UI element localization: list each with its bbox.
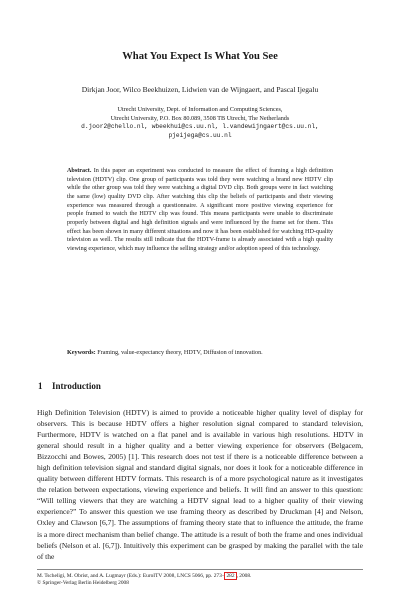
author-emails-cont: pjeijega@cs.uu.nl	[168, 132, 232, 140]
section-number: 1	[38, 381, 43, 391]
keywords	[67, 349, 333, 358]
affiliation-dept: Utrecht University, Dept. of Information and Computing Sciences,	[117, 106, 283, 113]
affiliation-block	[0, 106, 400, 141]
copyright-line: © Springer-Verlag Berlin Heidelberg 2008	[37, 580, 129, 587]
keywords-label: Keywords:	[67, 350, 96, 356]
page-range-link[interactable]: 282	[226, 573, 235, 579]
author-list: Dirkjan Joor, Wilco Beekhuizen, Lidwien van de Wijngaert, and Pascal Ijegalu	[81, 85, 319, 94]
paper-title: What You Expect Is What You See	[122, 51, 278, 62]
section-title-text: Introduction	[52, 381, 101, 391]
abstract-label: Abstract.	[67, 168, 92, 174]
section-heading	[38, 381, 101, 391]
footer-divider	[37, 569, 363, 570]
introduction-paragraph: High Definition Television (HDTV) is aimed to provide a noticeable higher quality level of display for observers. This is because HDTV offers a higher resolution signal compared to standard television, Furthermore, HDTV is watched on a flat panel and is available in various high resolutions. HDTV in general should result in a higher quality and a better viewing experience for observers (Belgacem, Bizzocchi and Bowes, 2005) [1]. This research does not test if there is a noticeable difference between a high definition television signal and standard digital signals, nor does it look for a noticeable difference in quality between different HDTV formats. This research is of a more psychological nature as it investigates the relation between expectations, viewing experience and beliefs. It will find an answer to this question: “Will telling viewers that they are watching a HDTV signal lead to a higher quality of their viewing experience?” To answer this question we use framing theory as described by Druckman [4] and Nelson, Oxley and Clawson [6,7]. The assumptions of framing theory state that to influence the attitude, the frame is a more direct mechanism than belief change. The attitude is a result of both the frame and ones individual beliefs (Nelson et al. [6,7]). Intuitively this experiment can be grasped by making the parallel with the tale of the	[37, 408, 363, 561]
affiliation-address: Utrecht University, P.O. Box 80.089, 3508 TB Utrecht, The Netherlands	[110, 114, 290, 122]
keywords-text: Framing, value-expectancy theory, HDTV, Diffusion of innovation.	[97, 350, 263, 356]
page-footer	[37, 573, 363, 588]
citation-text: M. Tscheligi, M. Obrist, and A. Lugmayr (Eds.): EuroITV 2008, LNCS 5066, pp. 273–	[37, 573, 225, 579]
citation-year: , 2008.	[236, 573, 252, 579]
abstract-text: In this paper an experiment was conducted to measure the effect of framing a high definition television (HDTV) clip. One group of participants was told they were watching a brand new HDTV clip while the other group was told they were watching a digital DVD clip. Both groups were in fact watching the same (low) quality DVD clip. After watching this clip the beliefs of participants and their viewing experience was measured through a questionnaire. A significant more positive viewing experience for people framed to watch the HDTV clip was found. This means participants were unable to discriminate properly between digital and high definition signals and were influenced by the frame set for them. This effect has been shown in many different situations and now it has been established for watching HD-quality television as well. The results still indicate that the HDTV-frame is already associated with a high quality viewing experience, which may influence the selling strategy and/or adoption speed of this technology.	[67, 168, 333, 252]
author-emails: d.joor2@chello.nl, wbeekhui@cs.uu.nl, l.vandewijngaert@cs.uu.nl,	[81, 123, 319, 131]
abstract	[67, 167, 333, 254]
